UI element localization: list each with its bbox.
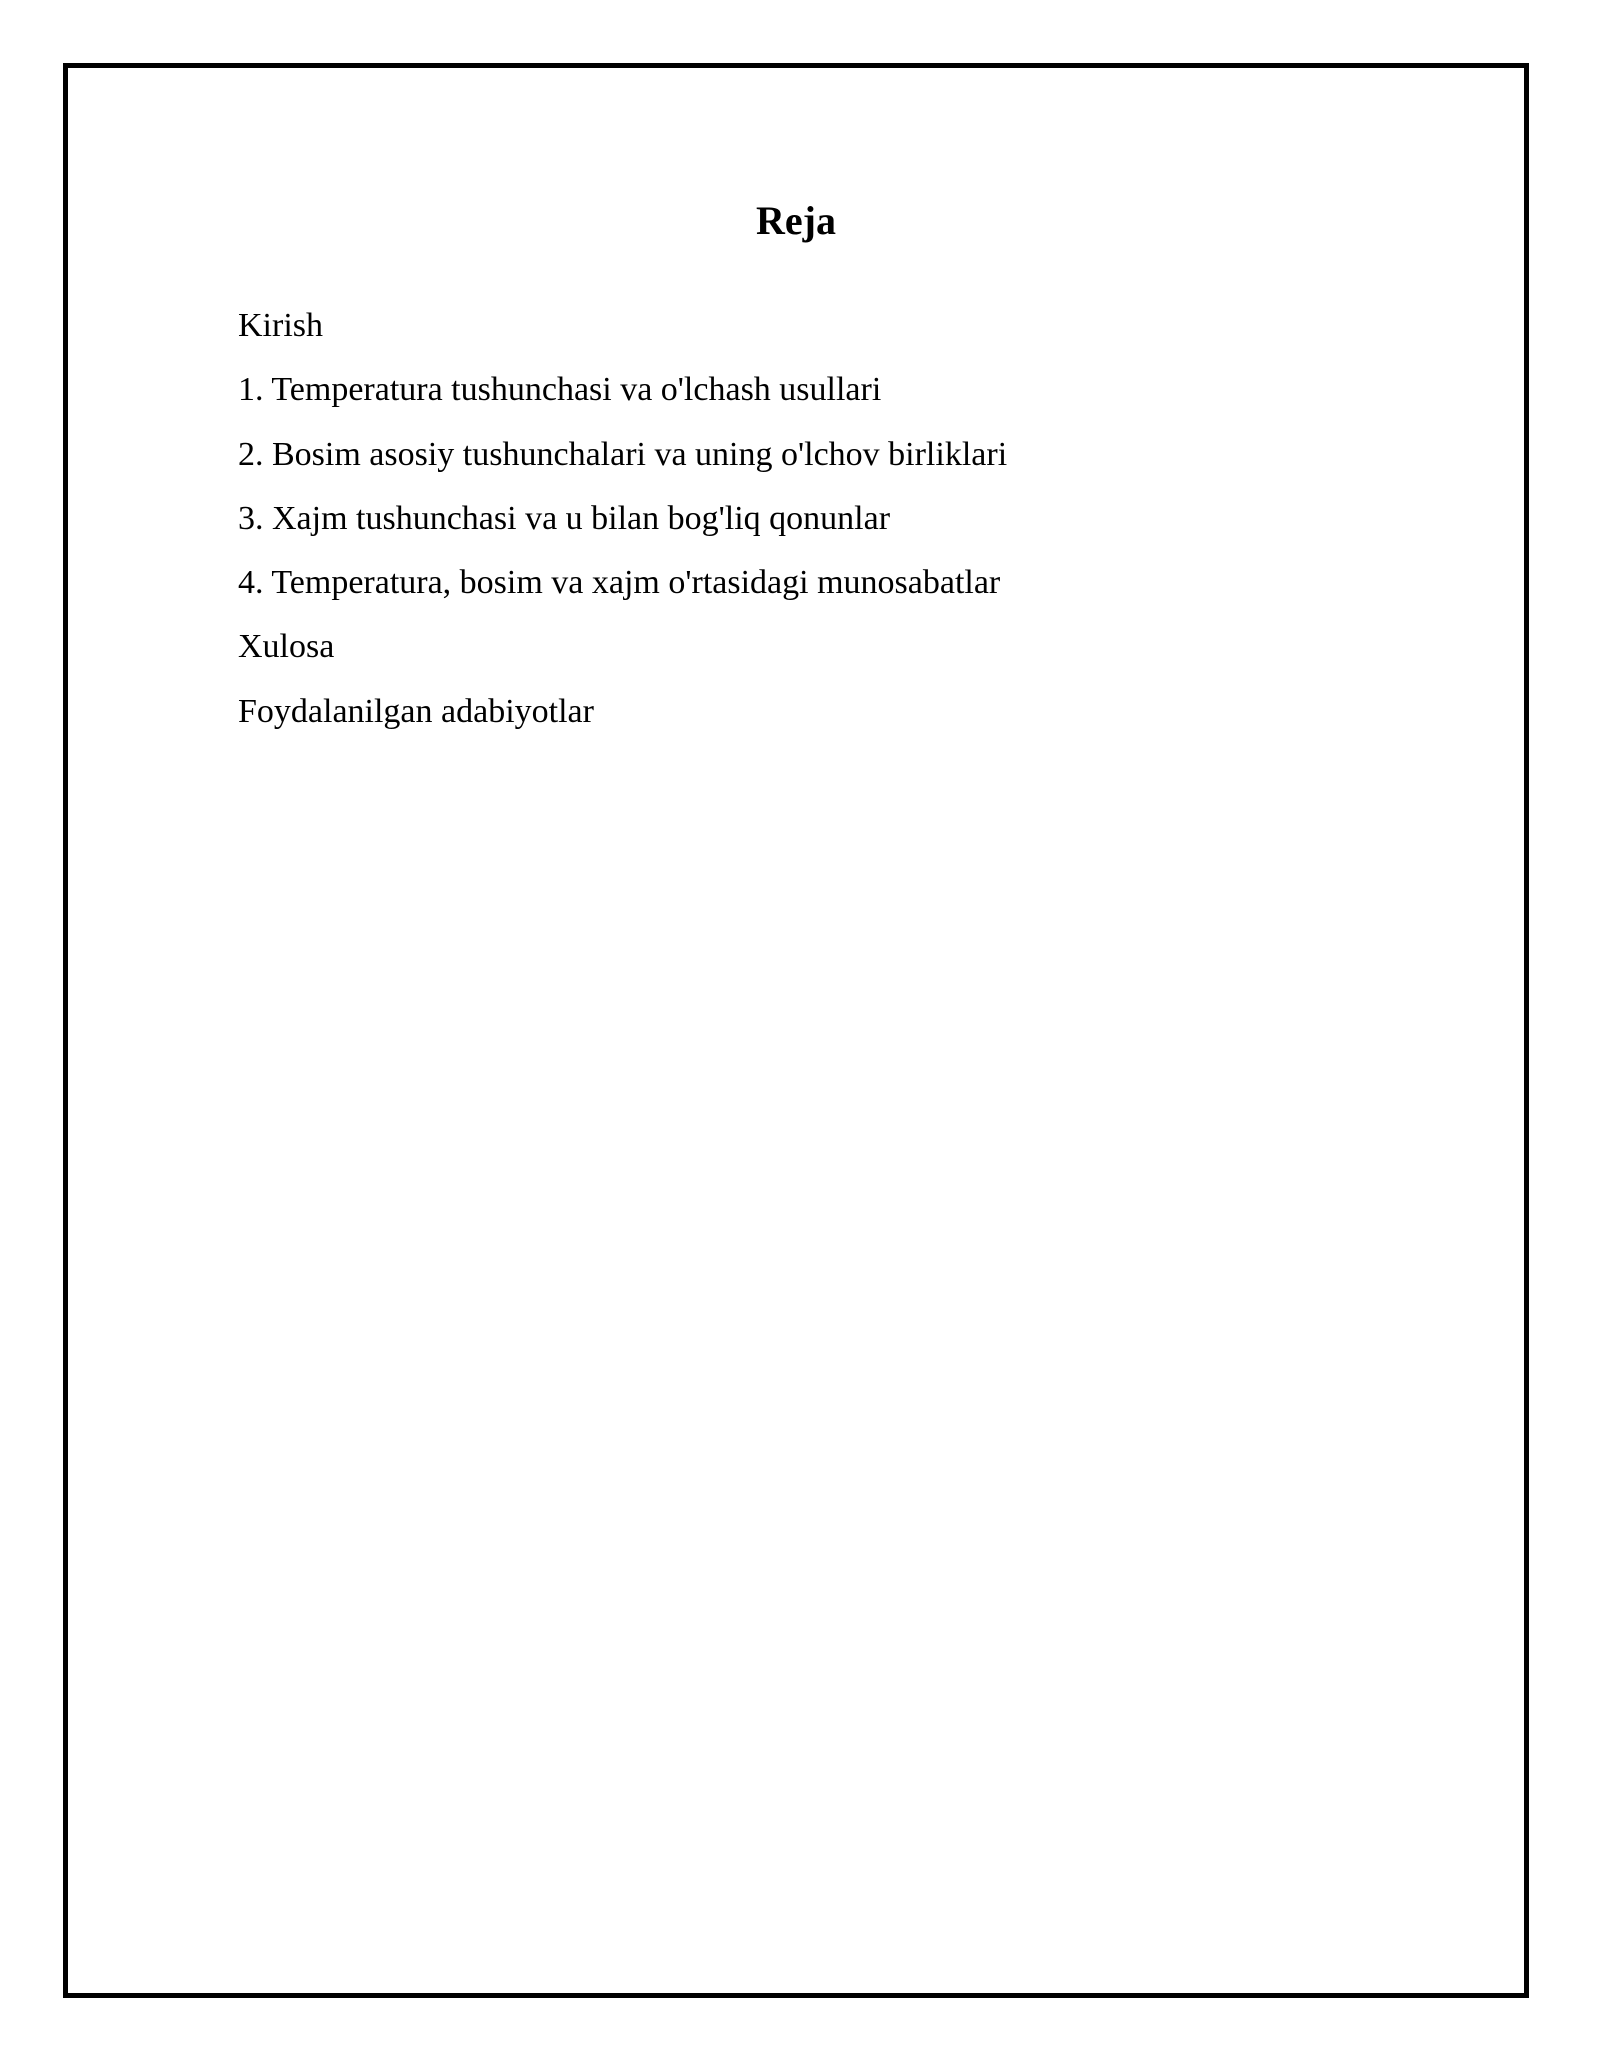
toc-item-4: 4. Temperatura, bosim va xajm o'rtasidagi munosabatlar xyxy=(238,564,1001,602)
toc-item-conclusion: Xulosa xyxy=(238,628,335,666)
toc-item-2: 2. Bosim asosiy tushunchalari va uning o'lchov birliklari xyxy=(238,435,1008,473)
toc-item-introduction: Kirish xyxy=(238,307,323,344)
toc-item-3: 3. Xajm tushunchasi va u bilan bog'liq qonunlar xyxy=(238,499,891,537)
page-border-frame xyxy=(63,63,1529,1998)
toc-item-1: 1. Temperatura tushunchasi va o'lchash usullari xyxy=(238,371,882,409)
table-of-contents xyxy=(238,294,1007,744)
page-title: Reja xyxy=(756,198,836,243)
toc-item-references: Foydalanilgan adabiyotlar xyxy=(238,692,594,730)
